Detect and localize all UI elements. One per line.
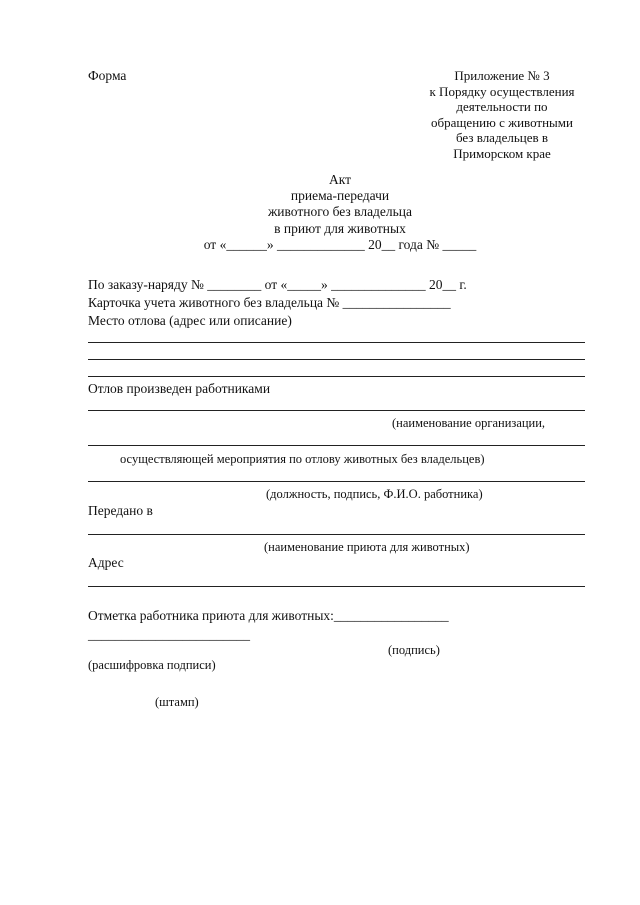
address-rule xyxy=(88,586,585,587)
transferred-to-label: Передано в xyxy=(88,503,153,518)
form-label: Форма xyxy=(88,68,127,83)
appendix-line: обращению с животными xyxy=(431,114,573,130)
title-date-line: от «______» _____________ 20__ года № _____ xyxy=(203,236,477,252)
signature-hint: (подпись) xyxy=(388,643,440,657)
capture-place-rule xyxy=(88,359,585,360)
shelter-rule xyxy=(88,534,585,535)
organization-hint: (наименование организации, xyxy=(392,416,546,430)
appendix-line: деятельности по xyxy=(456,99,548,115)
appendix-line: к Порядку осуществления xyxy=(429,83,575,99)
shelter-hint: (наименование приюта для животных) xyxy=(264,540,470,554)
appendix-line: Приложение № 3 xyxy=(454,68,550,83)
document-title xyxy=(160,172,520,253)
appendix-block xyxy=(402,68,602,162)
organization-hint-continued: осуществляющей мероприятия по отлову животных без владельцев) xyxy=(120,452,485,466)
captured-by-label: Отлов произведен работниками xyxy=(88,381,271,396)
organization-rule xyxy=(88,410,585,411)
title-line: Акт xyxy=(328,172,352,187)
shelter-mark-line: Отметка работника приюта для животных:_________________ xyxy=(88,608,449,623)
stamp-hint: (штамп) xyxy=(155,695,199,709)
signature-decode-hint: (расшифровка подписи) xyxy=(88,658,216,672)
worker-hint: (должность, подпись, Ф.И.О. работника) xyxy=(266,487,483,501)
worker-rule xyxy=(88,481,585,482)
capture-place-label: Место отлова (адрес или описание) xyxy=(88,313,292,328)
signature-blank: ________________________ xyxy=(88,627,250,642)
address-label: Адрес xyxy=(88,555,124,570)
title-line: приема-передачи xyxy=(290,188,390,204)
capture-place-rule xyxy=(88,342,585,343)
title-line: животного без владельца xyxy=(267,204,413,220)
appendix-line: Приморском крае xyxy=(453,145,551,161)
organization-rule xyxy=(88,445,585,446)
capture-place-rule xyxy=(88,376,585,377)
appendix-line: без владельцев в xyxy=(455,130,549,146)
title-line: в приют для животных xyxy=(274,220,406,236)
order-line: По заказу-наряду № ________ от «_____» ______________ 20__ г. xyxy=(88,277,467,292)
card-line: Карточка учета животного без владельца № ________________ xyxy=(88,295,451,310)
